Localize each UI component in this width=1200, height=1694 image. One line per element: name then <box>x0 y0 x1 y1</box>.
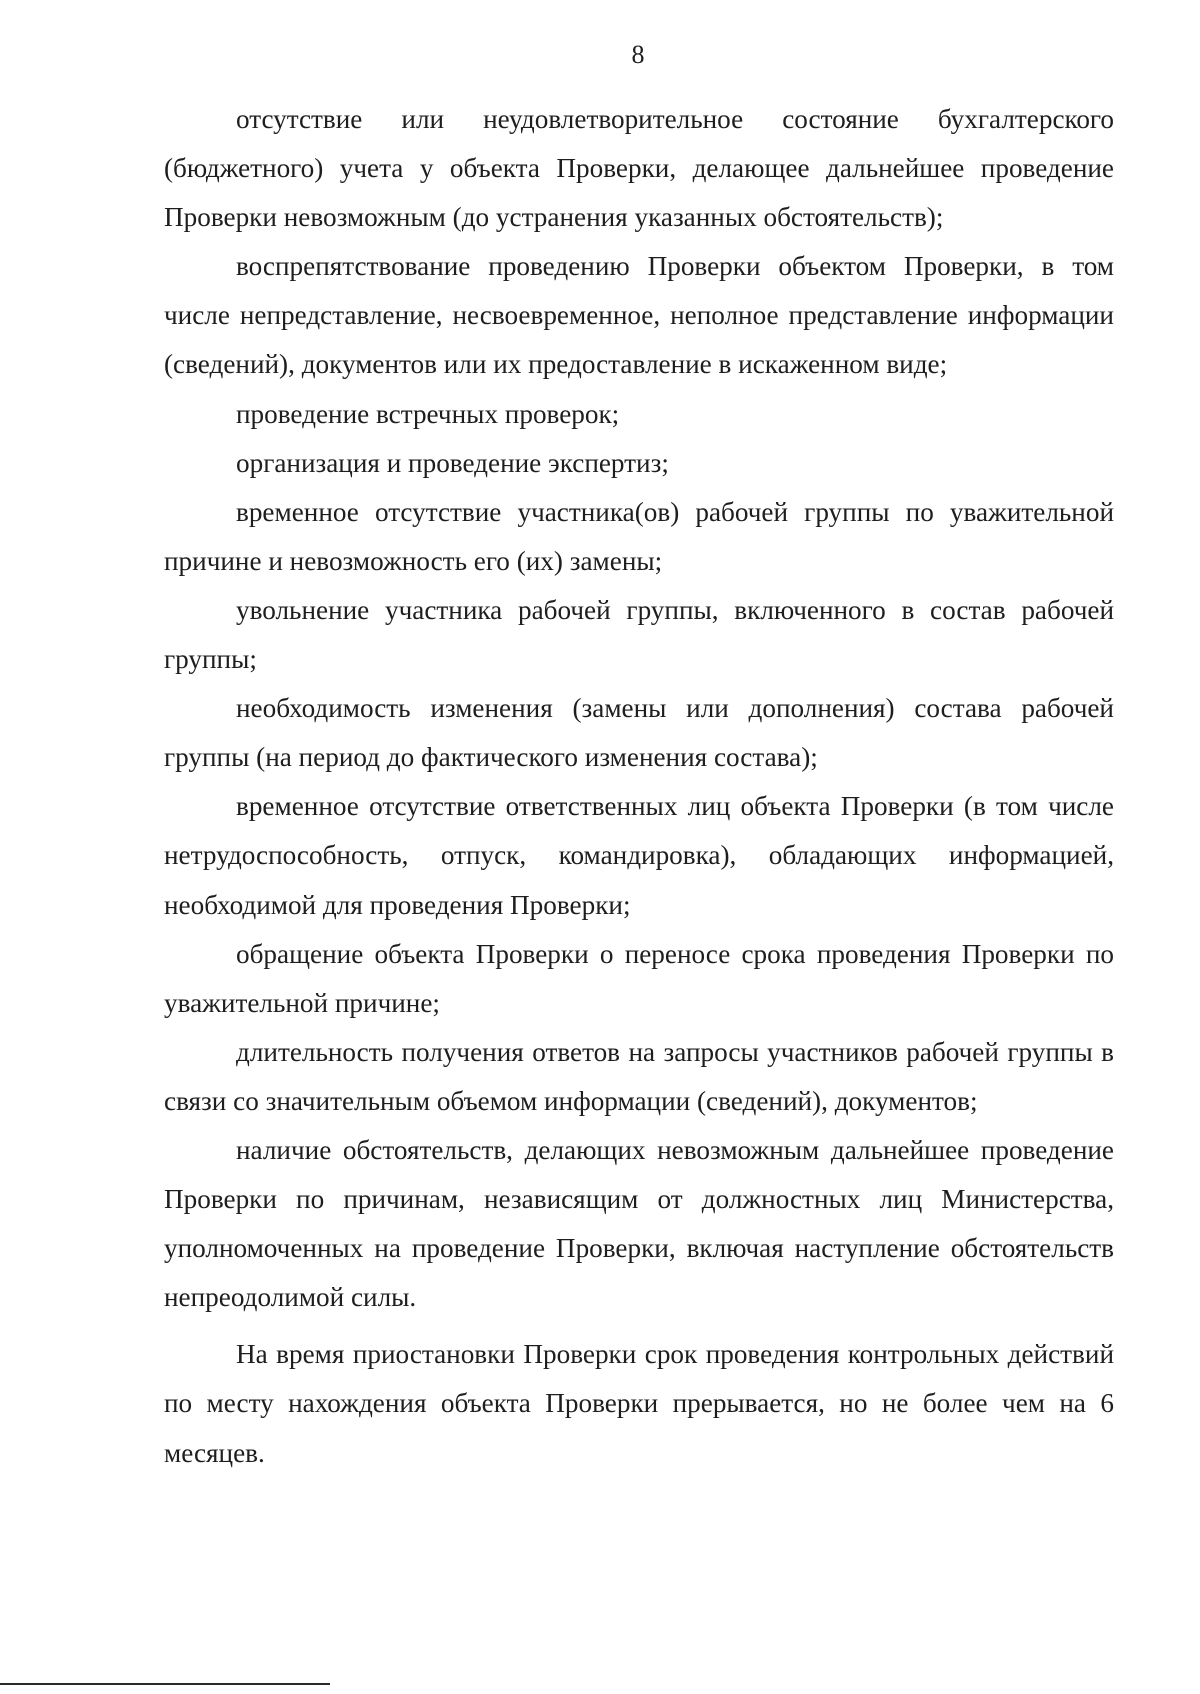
document-body <box>164 95 1114 1478</box>
paragraph-obstruction: воспрепятствование проведению Проверки объектом Проверки, в том числе непредставление, несвоевременное, неполное представление информации (сведений), документов или их предоставление в искаженном виде; <box>164 251 1114 380</box>
paragraph-temporary-absence-member: временное отсутствие участника(ов) рабочей группы по уважительной причине и невозможность его (их) замены; <box>164 496 1114 576</box>
paragraph-force-majeure: наличие обстоятельств, делающих невозможным дальнейшее проведение Проверки по причинам, независящим от должностных лиц Министерства, уполномоченных на проведение Проверки, включая наступление обстоятельств непреодолимой силы. <box>164 1134 1114 1313</box>
paragraph-group-change: необходимость изменения (замены или дополнения) состава рабочей группы (на период до фактического изменения состава); <box>164 693 1114 773</box>
paragraph-suspension-term: На время приостановки Проверки срок проведения контрольных действий по месту нахождения объекта Проверки прерывается, но не более чем на 6 месяцев. <box>164 1339 1114 1468</box>
paragraph-counter-checks: проведение встречных проверок; <box>236 398 620 429</box>
page-number: 8 <box>631 40 645 69</box>
paragraph-postponement-request: обращение объекта Проверки о переносе срока проведения Проверки по уважительной причине; <box>164 938 1114 1018</box>
paragraph-absence-responsible: временное отсутствие ответственных лиц объекта Проверки (в том числе нетрудоспособность, отпуск, командировка), обладающих информацией, необходимой для проведения Проверки; <box>164 791 1114 920</box>
footer-rule <box>0 1683 330 1685</box>
paragraph-expertise: организация и проведение экспертиз; <box>236 447 669 478</box>
paragraph-response-duration: длительность получения ответов на запросы участников рабочей группы в связи со значительным объемом информации (сведений), документов; <box>164 1036 1114 1116</box>
paragraph-accounting-absence: отсутствие или неудовлетворительное состояние бухгалтерского (бюджетного) учета у объекта Проверки, делающее дальнейшее проведение Проверки невозможным (до устранения указанных обстоятельств); <box>164 104 1114 233</box>
paragraph-dismissal-member: увольнение участника рабочей группы, включенного в состав рабочей группы; <box>164 594 1114 675</box>
